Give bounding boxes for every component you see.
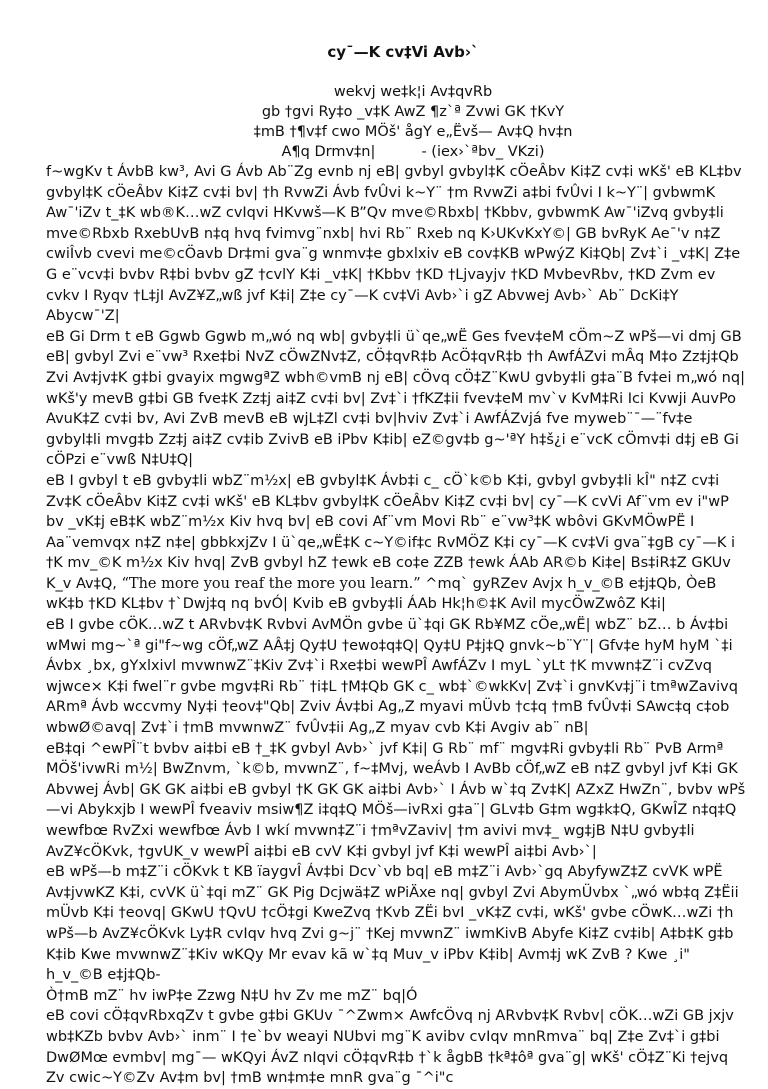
paragraph-books-and-human-nature — [46, 615, 750, 739]
paragraph-quote-line — [46, 986, 750, 1007]
paragraph-text: Ò†mB mZ¨ hv iwP‡e Zzwg N‡U hv Zv me mZ¨ bq|Ó — [46, 987, 418, 1004]
paragraph-text: eB I gvbyl t eB gvby‡li wbZ¨m½x| eB gvbyl‡K Ávb‡i c_ cÖ`k©b K‡i, gvbyl gvby‡li kÎ" n‡Z cv‡i Zv‡K cÖeÂbv Ki‡Z cv‡i wKš' eB KL‡bv gvbyl‡K cÖeÂbv Ki‡Z cv‡i bv| cy¯—K cvVi Af¨vm ev i"wP bv _vK‡j eB‡K wbZ¨m½x Kiv hvq bv| eB covi Af¨vm Movi Rb¨ e¨vw³‡K wbôvi GKvMÖwPË I Aa¨vemvqx n‡Z n‡e| gbbkxjZv I ü`qe„wË‡K c~Y©if‡c RvMÖZ K‡i cy¯—K cv‡Vi gva¨‡gB cy¯—K i †K mv_©K m½x Kiv hvq| ZvB gvbyl hZ †ewk eB co‡e ZZB †ewk ÁAb AR©b Ki‡e| Bs‡iR‡Z GKUv K_v Av‡Q, — [46, 472, 736, 592]
document-body — [46, 162, 750, 1089]
paragraph-text: eB wPš—b m‡Z¨i cÖKvk t KB ïaygvÎ Áv‡bi Dcv`vb bq| eB m‡Z¨i Avb›`gq AbyfywZ‡Z cvVK wPË Av‡jvwKZ K‡i, cvVK ü`‡qi mZ¨ GK Pig Dcjwä‡Z wPiÄxe nq| gvbyl Zvi AbymÜvbx `„wó wb‡q Z‡Ëii mÜvb K‡i †eovq| GKwU †QvU †cÖ‡gi KweZvq †Kvb ZËi bvI _vK‡Z cv‡i, wKš' gvbe cÖwK…wZi †h wPš—b AvZ¥cÖKvk Ly‡R cvIqv hvq Zvi g~j¨ †Kej mvwnZ¨ iwmKivB Abyfe Ki‡Z cv‡ib| A‡b‡K g‡b K‡ib Kwe mvwnwZ¨‡Kiv wKQy Mr evav kã w`‡q Muv_v iPbv K‡ib| Avm‡j wK ZvB ? Kwe ¸i" h_v_©B e‡j‡Qb- — [46, 864, 739, 984]
document-title: cy¯—K cv‡Vi Avb›` — [327, 43, 479, 61]
paragraph-text: f~wgKv t ÁvbB kw³, Avi G Ávb Ab¨Zg evnb nj eB| gvbyl gvbyl‡K cÖeÂbv Ki‡Z cv‡i wKš' eB KL‡bv gvbyl‡K cÖeÂbv Ki‡Z cv‡i bv| †h RvwZi Ávb fvÛvi k~Y¨ †m RvwZi a‡bi fvÛvi I k~Y¨| gvbwmK Aw¯'iZv t_‡K wb®K…wZ cvIqvi HKvwš—K B”Qv mve©Rbxb| †Kbbv, gvbwmK Aw¯'iZvq gvby‡li mve©Rbxb RxebUvB n‡q hvq fvimvg¨nxb| hvi Rb¨ Rxeb nq K›UKvKxY©| GB bvRyK Ae¯'v n‡Z cwiÎvb cvevi me©cÖavb Dr‡mi gva¨g wnmv‡e gbxlxiv eB cov‡KB wPwýZ Ki‡Qb| Zv‡`i _v‡K| Z‡e G e¨vcv‡i bvbv R‡bi bvbv gZ †cvlY K‡i _v‡K| †Kbbv †KD †Ljvayjv †KD MvbevRbv, †KD Zvm ev cvkv I Ryqv †L‡jI AvZ¥Z„wß jvf K‡i| Z‡e cy¯—K cv‡Vi Avb›`i gZ Abvwej Avb›` Ab¨ DcKi‡Y Abycw¯'Z| — [46, 164, 742, 325]
paragraph-source-of-books — [46, 327, 750, 471]
paragraph-books-and-people — [46, 471, 750, 615]
paragraph-need-for-reading — [46, 1006, 750, 1088]
paragraph-truth-in-books — [46, 862, 750, 986]
epigraph-line: wekvj we‡k¦i Av‡qvRb — [333, 84, 493, 100]
epigraph-line: gb †gvi Ry‡o _v‡K AwZ ¶z`ª Zvwi GK †KvY — [261, 104, 565, 120]
paragraph-text: eB covi cÖ‡qvRbxqZv t gvbe g‡bi GKUv ¯^Zwm× AwfcÖvq nj ARvbv‡K Rvbv| cÖK…wZi GB jxjv wb‡KZb bvbv Avb›` inm¨ I †e`bv weayi NUbvi mg¨K avibv cvIqv mnRmva¨ bq| Z‡e Zv‡`i g‡bi DwØMœ evmbv| mg¯— wKQyi ÁvZ nIqvi cÖ‡qvR‡b †`k ågbB †kª‡ôª gva¨g| wKš' cÖ‡Z¨Ki †ejvq Zv cwic~Y©Zv Av‡m bv| †mB wn‡m‡e mnR gva¨g ¯^i"c — [46, 1008, 734, 1087]
epigraph-line: A¶q Drmv‡n| - (iex›`ªbv_ VKzi) — [281, 144, 545, 160]
paragraph-introduction — [46, 162, 750, 327]
paragraph-text: eB‡qi ^ewPÎ¨t bvbv ai‡bi eB †_‡K gvbyl Avb›` jvf K‡i| G Rb¨ mf¨ mgv‡Ri gvby‡li Rb¨ PvB Armª MÖš'ivwRi m½| BwZnvm, `k©b, mvwnZ¨, f~‡Mvj, weÁvb I AvBb cÖf„wZ eB n‡Z gvbyl jvf K‡i GK Abvwej Ávb| GK GK ai‡bi eB gvbyl †K GK GK ai‡bi Avb›` I Ávb w`‡q Zv‡K| AZxZ HwZn¨, bvbv wPš—vi Abykxjb I wewPÎ fveaviv msiw¶Z i‡q‡Q MÖš—ivRxi g‡a¨| GLv‡b G‡m wg‡k‡Q, GKwÎZ n‡q‡Q wewfbœ RvZxi wewfbœ Ávb I wkí mvwn‡Z¨i †mªvZaviv| †m avivi mv‡_ wg‡jB N‡U gvby‡li AvZ¥cÖKvk, †gvUK_v wewPÎ ai‡bi eB cvV K‡i gvbyl jvf K‡i wewPÎ ai‡bi Avb›`| — [46, 740, 746, 860]
paragraph-text: ^mq` gyRZev Avjx h_v_©B e‡j‡Qb, ÒeB wK‡b †KD KL‡bv †`Dwj‡q nq bvÓ| Kvib eB gvby‡li ÁAb Hk¦h©‡K Avil mycÖwZwôZ K‡i| — [46, 575, 717, 613]
paragraph-text: eB I gvbe cÖK…wZ t ARvbv‡K Rvbvi AvMÖn gvbe ü`‡qi GK Rb¥MZ cÖe„wË| wbZ¨ bZ… b Áv‡bi wMwi mg~`ª gi"f~wg cÖf„wZ AÂ‡j Qy‡U †ewo‡q‡Q| Qy‡U P‡j‡Q gnvk~b¨Y¨| Gfv‡e hyM hyM `‡i Ávbx ¸bx, gYxlxivl mvwnwZ¨‡Kiv Zv‡`i Rxe‡bi wewPÎ AwfÁZv I myL `yLt †K mvwn‡Z¨i cvZvq wjwce× K‡i fwel¨r gvbe mgv‡Ri Rb¨ †i‡L †M‡Qb GK c_ wb‡`©wkKv| Zv‡`i gnvKv‡j¨i tmªwZavivq ARmª Ávb wccvmy Ny‡i †eov‡"Qb| Zviv Áv‡bi Ag„Z myavi mÜvb †c‡q †mB fvÛv‡i SAwc‡q c‡ob wbwØ©avq| Zv‡`i †mB mvwnwZ¨ fvÛv‡ii Ag„Z myav cvb K‡i Avgiv ab¨ nB| — [46, 617, 738, 737]
paragraph-text: eB Gi Drm t eB Ggwb Ggwb m„wó nq wb| gvby‡li ü`qe„wË Ges fvev‡eM cÖm~Z wPš—vi dmj GB eB| gvbyl Zvi e¨vw³ Rxe‡bi NvZ cÖwZNv‡Z, cÖ‡qvR‡b AcÖ‡qvR‡b †h AwfÁZvi mÂq M‡o Zz‡j‡Qb Zvi Av‡jv‡K g‡bi gvayix mgwgªZ wbh©vmB nj eB| cÖvq cÖ‡Z¨KwU gvby‡li g‡a¨B fv‡ei m„wó nq| wKš'y mevB g‡bi GB fve‡K Zz‡j ai‡Z cv‡i bv| Zv‡`i †fKZ‡ii fvev‡eM mv`v KvM‡Ri Ici Kvwji AuvPo AvuK‡Z cv‡i bv, Avi ZvB mevB eB wjL‡Zl cv‡i bv|hviv Zv‡`i AwfÁZvjá fve myweb¨¯—¨fv‡e gvbyl‡li mvg‡b Zz‡j ai‡Z cv‡ib ZvivB eB iPbv K‡ib| eZ©gv‡b g~'ªY h‡š¿i e¨vcK cÖmv‡i d‡j eB Gi cÖPzi e¨vwß N‡U‡Q| — [46, 328, 745, 469]
epigraph-line: ‡mB †¶v‡f cwo MÖš' ågY e„Ëvš— Av‡Q hv‡n — [253, 124, 573, 140]
epigraph — [46, 82, 750, 162]
paragraph-variety-of-books — [46, 739, 750, 863]
english-quote: “The more you reaf the more you learn.” — [121, 575, 421, 592]
